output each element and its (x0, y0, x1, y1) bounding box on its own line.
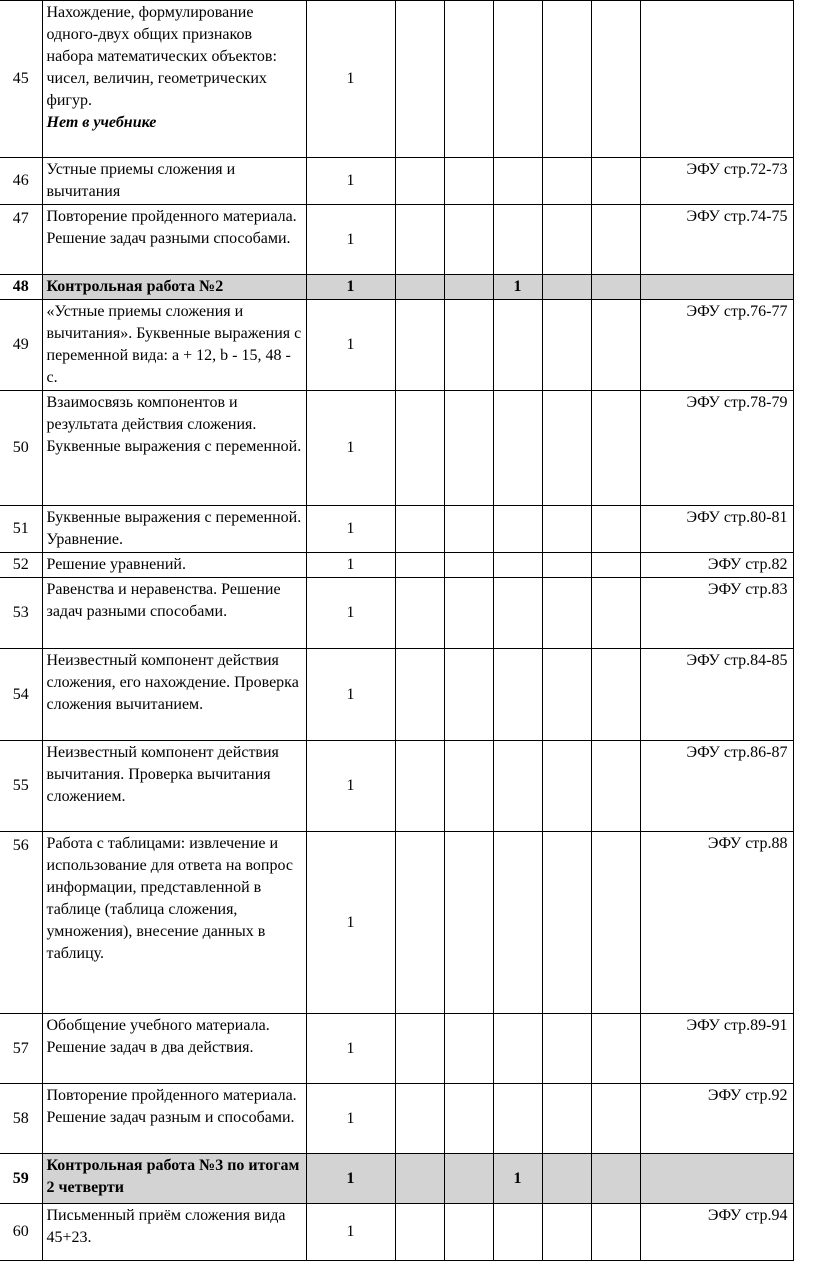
schedule-cell (493, 741, 542, 832)
lesson-number-cell (0, 578, 42, 649)
lesson-topic: Контрольная работа №2 (46, 278, 224, 295)
efu-reference-cell (640, 1154, 793, 1204)
lesson-topic-cell (42, 741, 306, 832)
lesson-number: 45 (12, 70, 29, 87)
schedule-cell (542, 1204, 591, 1261)
lesson-topic: Обобщение учебного материала. Решение задач в два действия. (46, 1017, 270, 1056)
schedule-cell (444, 832, 493, 1014)
hours-value: 1 (346, 439, 355, 456)
lesson-topic-cell (42, 158, 306, 205)
schedule-cell (542, 1, 591, 158)
lesson-topic: Решение уравнений. (46, 556, 186, 573)
hours-value: 1 (346, 1109, 355, 1127)
hours-value: 1 (346, 1039, 355, 1057)
table-row (0, 578, 793, 649)
schedule-cell (493, 300, 542, 391)
hours-cell (306, 553, 395, 578)
hours-value: 1 (346, 1169, 355, 1187)
efu-reference-cell (640, 1, 793, 158)
schedule-cell (493, 1084, 542, 1154)
schedule-cell (444, 275, 493, 300)
schedule-cell (591, 158, 640, 205)
lesson-topic: Неизвестный компонент действия вычитания. Проверка вычитания сложением. (46, 744, 279, 805)
lesson-topic-cell (42, 553, 306, 578)
schedule-cell (493, 832, 542, 1014)
lesson-number-cell (0, 1014, 42, 1084)
schedule-cell (395, 1084, 444, 1154)
table-row (0, 391, 793, 506)
schedule-cell (542, 578, 591, 649)
lesson-topic-cell (42, 1204, 306, 1261)
schedule-cell (395, 300, 444, 391)
lesson-topic-cell (42, 832, 306, 1014)
schedule-cell (493, 275, 542, 300)
schedule-cell (542, 275, 591, 300)
efu-reference: ЭФУ стр.83 (707, 581, 788, 598)
lesson-topic-cell (42, 1014, 306, 1084)
schedule-cell (395, 1204, 444, 1261)
lesson-number: 56 (12, 837, 29, 854)
schedule-cell (395, 158, 444, 205)
efu-reference: ЭФУ стр.86-87 (686, 744, 788, 761)
table-row (0, 158, 793, 205)
lesson-number: 47 (12, 210, 29, 227)
efu-reference: ЭФУ стр.72-73 (686, 161, 788, 178)
hours-cell (306, 832, 395, 1014)
schedule-cell (591, 275, 640, 300)
table-row (0, 275, 793, 300)
schedule-cell (591, 741, 640, 832)
table-row (0, 205, 793, 275)
table-row (0, 741, 793, 832)
lesson-number-cell (0, 741, 42, 832)
lesson-number-cell (0, 1154, 42, 1204)
table-row (0, 1204, 793, 1261)
schedule-cell (591, 205, 640, 275)
hours-cell (306, 1014, 395, 1084)
efu-reference-cell (640, 649, 793, 741)
lesson-number-cell (0, 1204, 42, 1261)
table-row (0, 1154, 793, 1204)
lesson-number-cell (0, 300, 42, 391)
schedule-cell (493, 205, 542, 275)
schedule-cell (591, 578, 640, 649)
schedule-cell (395, 553, 444, 578)
schedule-cell (542, 741, 591, 832)
table-row (0, 506, 793, 553)
hours-value: 1 (346, 278, 355, 295)
hours-cell (306, 1204, 395, 1261)
lesson-topic-cell (42, 1154, 306, 1204)
schedule-cell (395, 391, 444, 506)
lesson-topic: «Устные приемы сложения и вычитания». Буквенные выражения с переменной вида: a + 12, b - 15, 48 - c. (46, 303, 302, 386)
schedule-cell (542, 158, 591, 205)
hours-cell (306, 1, 395, 158)
hours-cell (306, 1154, 395, 1204)
schedule-cell (444, 1084, 493, 1154)
lesson-number: 53 (12, 604, 29, 621)
lesson-topic: Письменный приём сложения вида 45+23. (46, 1207, 286, 1246)
hours-value: 1 (346, 604, 355, 621)
efu-reference: ЭФУ стр.89-91 (686, 1017, 788, 1034)
schedule-cell (444, 300, 493, 391)
hours-value: 1 (346, 685, 355, 703)
lesson-topic: Нахождение, формулирование одного-двух общих признаков набора математических объектов: чисел, величин, геометрических фигур. (46, 4, 277, 109)
lesson-topic-cell (42, 1, 306, 158)
lesson-topic-cell (42, 578, 306, 649)
schedule-cell (493, 391, 542, 506)
lesson-number: 55 (12, 777, 29, 794)
lesson-topic: Равенства и неравенства. Решение задач разными способами. (46, 581, 281, 620)
lesson-topic: Повторение пройденного материала. Решение задач разным и способами. (46, 1087, 297, 1126)
efu-reference: ЭФУ стр.88 (707, 835, 788, 852)
lesson-topic-secondary: Буквенные выражения с переменной. (46, 438, 302, 455)
lesson-number: 58 (12, 1109, 29, 1127)
schedule-cell (444, 205, 493, 275)
schedule-cell (591, 553, 640, 578)
control-mark: 1 (513, 1169, 522, 1187)
hours-cell (306, 275, 395, 300)
efu-reference: ЭФУ стр.78-79 (686, 394, 788, 411)
lesson-topic: Работа с таблицами: извлечение и использование для ответа на вопрос информации, представленной в таблице (таблица сложения, умножения), внесение данных в таблицу. (46, 835, 293, 962)
efu-reference: ЭФУ стр.74-75 (686, 208, 788, 225)
lesson-number: 60 (12, 1223, 29, 1240)
lesson-topic-cell (42, 391, 306, 506)
schedule-cell (395, 205, 444, 275)
schedule-cell (493, 506, 542, 553)
schedule-cell (395, 506, 444, 553)
hours-value: 1 (346, 520, 355, 537)
hours-value: 1 (346, 230, 355, 248)
hours-value: 1 (346, 70, 355, 87)
efu-reference-cell (640, 506, 793, 553)
schedule-cell (493, 1154, 542, 1204)
schedule-cell (444, 553, 493, 578)
schedule-cell (591, 649, 640, 741)
schedule-cell (444, 649, 493, 741)
schedule-cell (591, 391, 640, 506)
efu-reference-cell (640, 1014, 793, 1084)
schedule-cell (591, 506, 640, 553)
schedule-cell (542, 300, 591, 391)
hours-cell (306, 158, 395, 205)
schedule-cell (591, 1154, 640, 1204)
efu-reference: ЭФУ стр.94 (707, 1207, 788, 1224)
lesson-topic: Взаимосвязь компонентов и результата действия сложения. (46, 394, 257, 433)
hours-cell (306, 1084, 395, 1154)
schedule-cell (444, 1204, 493, 1261)
efu-reference-cell (640, 300, 793, 391)
lesson-number-cell (0, 391, 42, 506)
lesson-number: 52 (12, 556, 29, 573)
schedule-cell (444, 506, 493, 553)
efu-reference-cell (640, 1204, 793, 1261)
lesson-topic-cell (42, 300, 306, 391)
efu-reference: ЭФУ стр.76-77 (686, 303, 788, 320)
hours-cell (306, 506, 395, 553)
schedule-cell (395, 649, 444, 741)
efu-reference-cell (640, 391, 793, 506)
lesson-topic-note: Нет в учебнике (46, 114, 157, 131)
schedule-cell (493, 578, 542, 649)
schedule-cell (591, 1014, 640, 1084)
schedule-cell (395, 275, 444, 300)
lesson-topic: Неизвестный компонент действия сложения, его нахождение. Проверка сложения вычитанием. (46, 652, 299, 713)
hours-value: 1 (346, 913, 355, 931)
schedule-cell (591, 300, 640, 391)
lesson-number: 54 (12, 685, 29, 703)
table-row (0, 832, 793, 1014)
efu-reference-cell (640, 578, 793, 649)
efu-reference: ЭФУ стр.92 (707, 1087, 788, 1104)
efu-reference: ЭФУ стр.84-85 (686, 652, 788, 669)
hours-value: 1 (346, 172, 355, 189)
lesson-number: 48 (12, 278, 29, 295)
lesson-number-cell (0, 832, 42, 1014)
lesson-topic-cell (42, 275, 306, 300)
schedule-cell (395, 1014, 444, 1084)
lesson-number-cell (0, 1, 42, 158)
schedule-cell (591, 1, 640, 158)
schedule-cell (444, 1, 493, 158)
schedule-cell (542, 506, 591, 553)
schedule-cell (542, 553, 591, 578)
efu-reference-cell (640, 553, 793, 578)
efu-reference-cell (640, 205, 793, 275)
lesson-number: 49 (12, 336, 29, 353)
control-mark: 1 (513, 278, 522, 295)
lesson-topic: Повторение пройденного материала. Решение задач разными способами. (46, 208, 297, 247)
lesson-topic-cell (42, 506, 306, 553)
schedule-cell (444, 578, 493, 649)
schedule-cell (395, 1, 444, 158)
hours-value: 1 (346, 556, 355, 573)
efu-reference-cell (640, 158, 793, 205)
lesson-number-cell (0, 506, 42, 553)
schedule-cell (591, 1084, 640, 1154)
schedule-cell (395, 1154, 444, 1204)
efu-reference-cell (640, 741, 793, 832)
lesson-topic: Буквенные выражения с переменной. Уравнение. (46, 509, 302, 548)
schedule-cell (493, 1, 542, 158)
table-row (0, 300, 793, 391)
hours-cell (306, 391, 395, 506)
schedule-cell (493, 553, 542, 578)
hours-value: 1 (346, 1223, 355, 1240)
lesson-number: 59 (12, 1169, 29, 1187)
table-row (0, 1014, 793, 1084)
lesson-topic-cell (42, 1084, 306, 1154)
efu-reference: ЭФУ стр.80-81 (686, 509, 788, 526)
efu-reference-cell (640, 832, 793, 1014)
lesson-number: 51 (12, 520, 29, 537)
schedule-cell (542, 1154, 591, 1204)
lesson-number: 50 (12, 439, 29, 456)
schedule-cell (395, 578, 444, 649)
schedule-cell (493, 158, 542, 205)
schedule-cell (395, 741, 444, 832)
hours-cell (306, 741, 395, 832)
hours-value: 1 (346, 336, 355, 353)
schedule-cell (542, 205, 591, 275)
schedule-cell (493, 649, 542, 741)
schedule-cell (444, 391, 493, 506)
table-row (0, 553, 793, 578)
table-row (0, 1, 793, 158)
hours-cell (306, 300, 395, 391)
schedule-cell (542, 391, 591, 506)
lesson-topic-cell (42, 205, 306, 275)
efu-reference: ЭФУ стр.82 (707, 556, 788, 573)
lesson-number-cell (0, 1084, 42, 1154)
efu-reference-cell (640, 1084, 793, 1154)
schedule-cell (444, 1014, 493, 1084)
schedule-cell (542, 1014, 591, 1084)
schedule-cell (542, 649, 591, 741)
schedule-cell (395, 832, 444, 1014)
lesson-number-cell (0, 649, 42, 741)
schedule-cell (444, 158, 493, 205)
hours-cell (306, 578, 395, 649)
hours-value: 1 (346, 777, 355, 794)
table-row (0, 1084, 793, 1154)
schedule-cell (493, 1204, 542, 1261)
lesson-number: 57 (12, 1039, 29, 1057)
lesson-topic-cell (42, 649, 306, 741)
schedule-cell (444, 1154, 493, 1204)
schedule-cell (444, 741, 493, 832)
lesson-number-cell (0, 158, 42, 205)
schedule-cell (542, 1084, 591, 1154)
schedule-cell (542, 832, 591, 1014)
lesson-number-cell (0, 553, 42, 578)
schedule-cell (493, 1014, 542, 1084)
schedule-cell (591, 832, 640, 1014)
lesson-number-cell (0, 205, 42, 275)
lesson-number: 46 (12, 172, 29, 189)
lesson-topic: Контрольная работа №3 по итогам 2 четверти (46, 1157, 300, 1196)
lesson-topic: Устные приемы сложения и вычитания (46, 161, 236, 200)
table-row (0, 649, 793, 741)
efu-reference-cell (640, 275, 793, 300)
schedule-cell (591, 1204, 640, 1261)
hours-cell (306, 205, 395, 275)
lesson-number-cell (0, 275, 42, 300)
hours-cell (306, 649, 395, 741)
